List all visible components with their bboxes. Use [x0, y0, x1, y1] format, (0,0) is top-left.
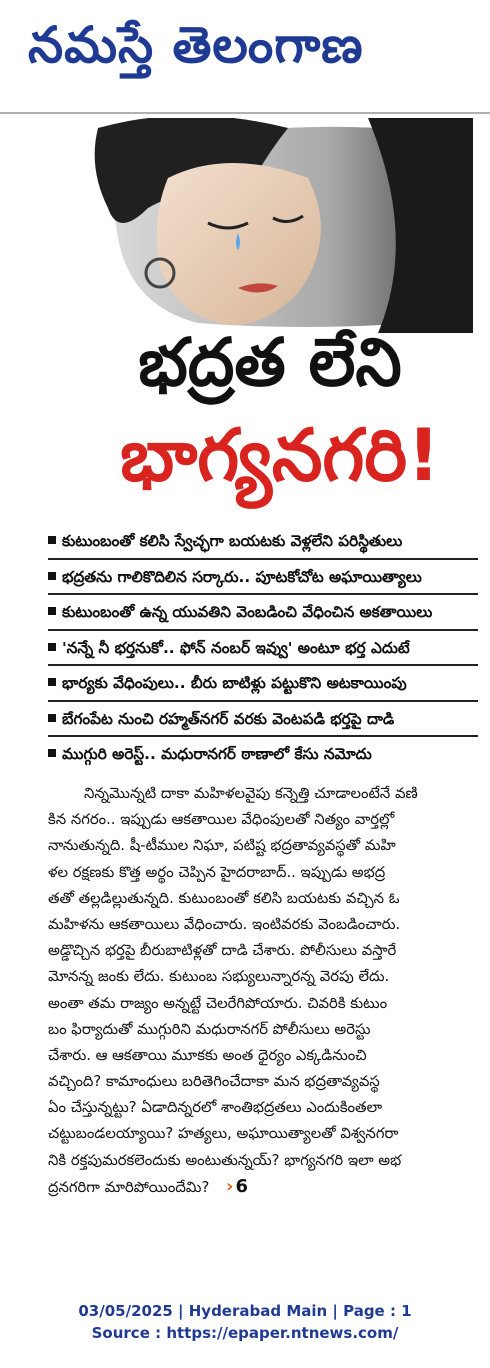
summary-point: కుటుంబంతో ఉన్న యువతిని వెంబడించి వేధించిన అకతాయిలు: [48, 595, 478, 631]
headline-line-2: భాగ్యనగరి!: [120, 413, 440, 497]
article-line: అడ్డొచ్చిన భర్తపై బీరుబాటిళ్లతో దాడి చేశారు. పోలీసులు వస్తారే: [48, 942, 397, 960]
article-line: నిన్నమొన్నటి దాకా మహిళలవైపు కన్నెత్తి చూడాలంటేనే వణి: [84, 785, 418, 802]
summary-point: బేగంపేట నుంచి రహ్మత్‌నగర్ వరకు వెంటపడి భర్తపై దాడి: [48, 702, 478, 738]
article-line: మోనన్న జంకు లేదు. కుటుంబ సభ్యులున్నారన్న వెరపు లేదు.: [48, 968, 390, 986]
article-line: నానుతున్నది. షీ-టీముల నిఘా, పటిష్ట భద్రతావ్యవస్థతో మహి: [48, 837, 396, 855]
headline-line-1: భద్రత లేని: [138, 324, 402, 401]
footer-edition-info: 03/05/2025 | Hyderabad Main | Page : 1: [78, 1302, 412, 1320]
summary-point: ముగ్గురి అరెస్ట్.. మధురానగర్ ఠాణాలో కేసు నమోదు: [48, 737, 478, 773]
summary-point: భద్రతను గాలికొదిలిన సర్కారు.. పూటకోచోట అఘాయిత్యాలు: [48, 560, 478, 596]
article-line: చట్టుబండలయ్యాయి? హత్యలు, అఘాయిత్యాలతో విశ్వనగరా: [48, 1125, 399, 1143]
article-line: నికి రక్తపుమరకలెందుకు అంటుతున్నయ్? భాగ్యనగరి ఇలా అభ: [48, 1151, 402, 1169]
article-line: బం ఫిర్యాదుతో ముగ్గురిని మధురానగర్ పోలీసులు అరెస్టు: [48, 1020, 371, 1038]
masthead-divider: [0, 112, 490, 114]
article-line: మహిళను ఆకతాయిలు వేధించారు. ఇంటివరకు వెంబడించారు.: [48, 915, 401, 933]
summary-points: [48, 524, 478, 773]
article-line-text: ద్రనగరిగా మారిపోయిందేమి?: [48, 1178, 210, 1196]
continued-on-page[interactable]: [226, 1174, 248, 1200]
article-line: అంతా తమ రాజ్యం అన్నట్టే చెలరేగిపోయారు. చివరికి కుటుం: [48, 994, 388, 1012]
article-line: కిన నగరం.. ఇప్పుడు ఆకతాయిల వేధింపులతో నిత్యం వార్తల్లో: [48, 811, 395, 829]
article-line: ఏం చేస్తున్నట్టు? ఏడాదిన్నరలో శాంతిభద్రతలు ఎందుకింతలా: [48, 1099, 383, 1117]
continued-page-number: 6: [235, 1175, 248, 1197]
crying-woman-illustration: [78, 118, 478, 333]
summary-point: కుటుంబంతో కలిసి స్వేచ్ఛగా బయటకు వెళ్లలేని పరిస్థితులు: [48, 524, 478, 560]
masthead: [0, 0, 490, 112]
newspaper-logo: నమస్తే తెలంగాణ: [28, 16, 364, 74]
article-line: ళల రక్షణకు కొత్త అర్థం చెప్పిన హైదరాబాద్.. ఇప్పుడు అభద్ర: [48, 863, 386, 881]
footer-source-link[interactable]: Source : https://epaper.ntnews.com/: [91, 1324, 399, 1342]
article-line: తతో తల్లడిల్లుతున్నది. కుటుంబంతో కలిసి బయటకు వచ్చిన ఓ: [48, 889, 400, 907]
article-line: చేశారు. ఆ ఆకతాయి మూకకు అంత ధైర్యం ఎక్కడినుంచి: [48, 1046, 367, 1064]
article-last-line: [48, 1174, 478, 1200]
article-line: వచ్చింది? కామాంధులు బరితెగించేదాకా మన భద్రతావ్యవస్థ: [48, 1073, 380, 1091]
summary-point: భార్యకు వేధింపులు.. బీరు బాటిళ్లు పట్టుకొని అటకాయింపు: [48, 666, 478, 702]
article-body: [48, 781, 478, 1200]
footer: [0, 1300, 490, 1344]
summary-point: 'నన్నే నీ భర్తనుకో.. ఫోన్ నంబర్ ఇవ్వు' అంటూ భర్త ఎదుటే: [48, 631, 478, 667]
continue-arrow-icon: ›: [226, 1175, 234, 1197]
